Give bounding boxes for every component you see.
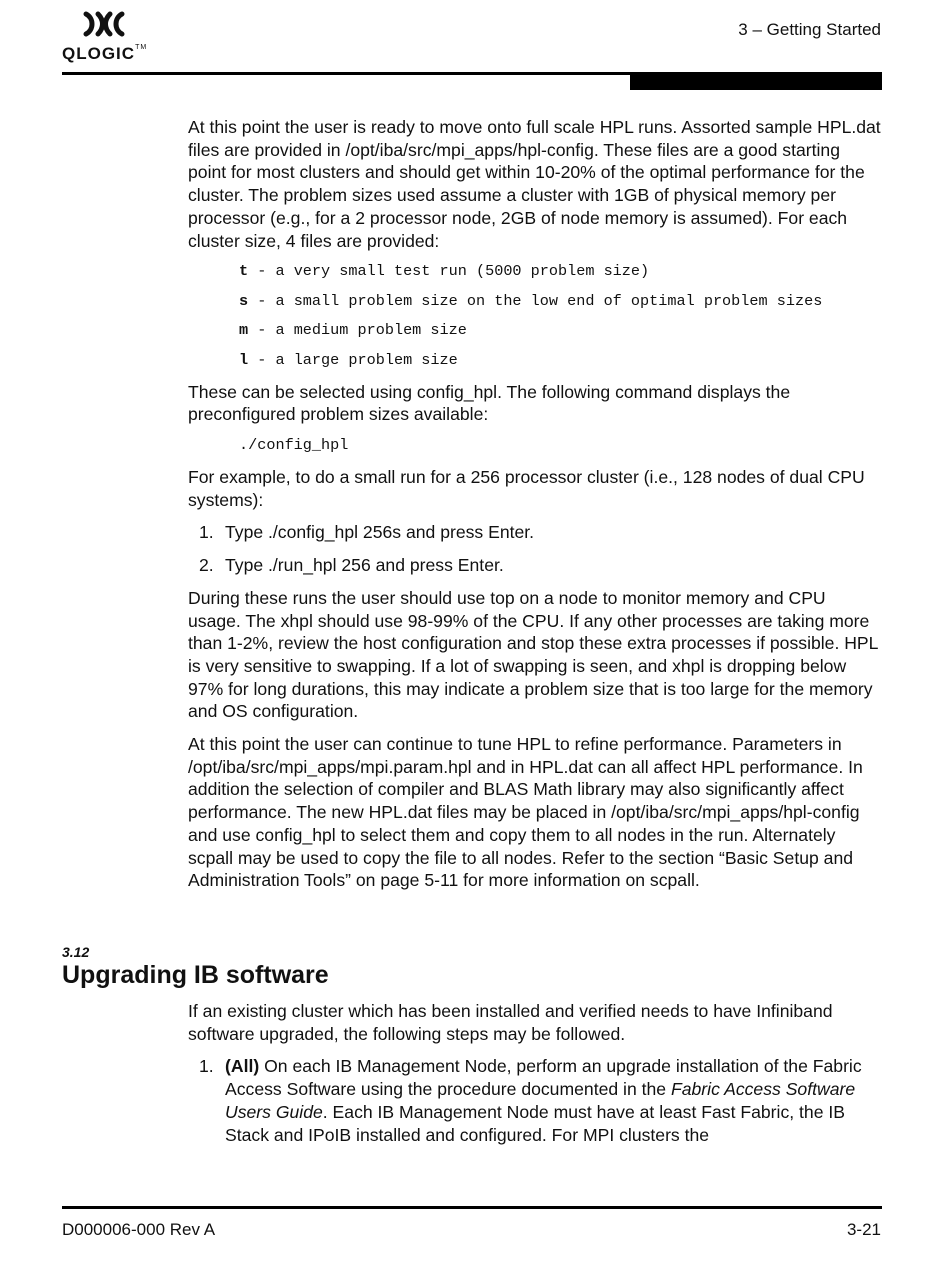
section-paragraph: If an existing cluster which has been installed and verified needs to have Infiniband software upgraded, the following steps may be followed. [188, 1001, 833, 1044]
select-paragraph: These can be selected using config_hpl. The following command displays the preconfigured problem sizes available: [188, 381, 791, 425]
config-command: ./config_hpl [239, 436, 349, 454]
section-title: Upgrading IB software [62, 961, 329, 989]
qlogic-logo [62, 8, 152, 64]
tune-paragraph: At this point the user can continue to tune HPL to refine performance. Parameters in /opt/iba/src/mpi_apps/mpi.param.hpl and in HPL.dat can all affect HPL performance. In addition the selection of compiler and BLAS Math library may also significantly affect performance. The new HPL.dat files may be placed in /opt/iba/src/mpi_apps/hpl-config and use config_hpl to select them and copy them to all nodes in the run. Alternately scpall may be used to copy the file to all nodes. Refer to the section “Basic Setup and Administration Tools” on page 5-11 for more information on scpall. [188, 734, 863, 891]
main-content [188, 116, 882, 902]
section-content [188, 1000, 882, 1156]
runs-paragraph: During these runs the user should use top on a node to monitor memory and CPU usage. The xhpl should use 98-99% of the CPU. If any other processes are taking more than 1-2%, review the host configuration and stop these extra processes if possible. HPL is very sensitive to swapping. If a lot of swapping is seen, and xhpl is dropping below 97% for long durations, this may indicate a problem size that is too large for the memory and OS configuration. [188, 587, 878, 722]
page-number: 3-21 [846, 1220, 881, 1239]
document-id: D000006-000 Rev A [62, 1220, 216, 1239]
step-item: 1. Type ./config_hpl 256s and press Enter. [199, 522, 535, 543]
chapter-title: 3 – Getting Started [738, 20, 881, 39]
upgrade-steps [188, 1055, 882, 1146]
step-item: 2. Type ./run_hpl 256 and press Enter. [199, 555, 504, 576]
footer-rule [62, 1206, 882, 1209]
intro-paragraph: At this point the user is ready to move onto full scale HPL runs. Assorted sample HPL.dat files are provided in /opt/iba/src/mpi_apps/hpl-config. These files are a good starting point for most clusters and should get within 10-20% of the optimal performance for the cluster. The problem sizes used assume a cluster with 1GB of physical memory per processor (e.g., for a 2 processor node, 2GB of node memory is assumed). For each cluster size, 4 files are provided: [188, 117, 881, 251]
header-rule-block [630, 72, 882, 90]
problem-size-item: l - a large problem size [239, 351, 458, 369]
section-number: 3.12 [62, 944, 90, 960]
step-item: 1. (All) On each IB Management Node, perform an upgrade installation of the Fabric Access Software using the procedure documented in the Fabric Access Software Users Guide. Each IB Management Node must have at least Fast Fabric, the IB Stack and IPoIB installed and configured. For MPI clusters the [199, 1056, 862, 1145]
problem-size-item: t - a very small test run (5000 problem size) [239, 262, 650, 281]
problem-size-item: s - a small problem size on the low end of optimal problem sizes [239, 291, 823, 310]
problem-size-item: m - a medium problem size [239, 321, 467, 340]
problem-size-list [239, 262, 882, 380]
qlogic-logo-icon [82, 10, 126, 38]
run-steps [188, 521, 882, 576]
logo-wordmark: QLOGIC™ [62, 44, 148, 63]
example-paragraph: For example, to do a small run for a 256 processor cluster (i.e., 128 nodes of dual CPU systems): [188, 467, 865, 510]
